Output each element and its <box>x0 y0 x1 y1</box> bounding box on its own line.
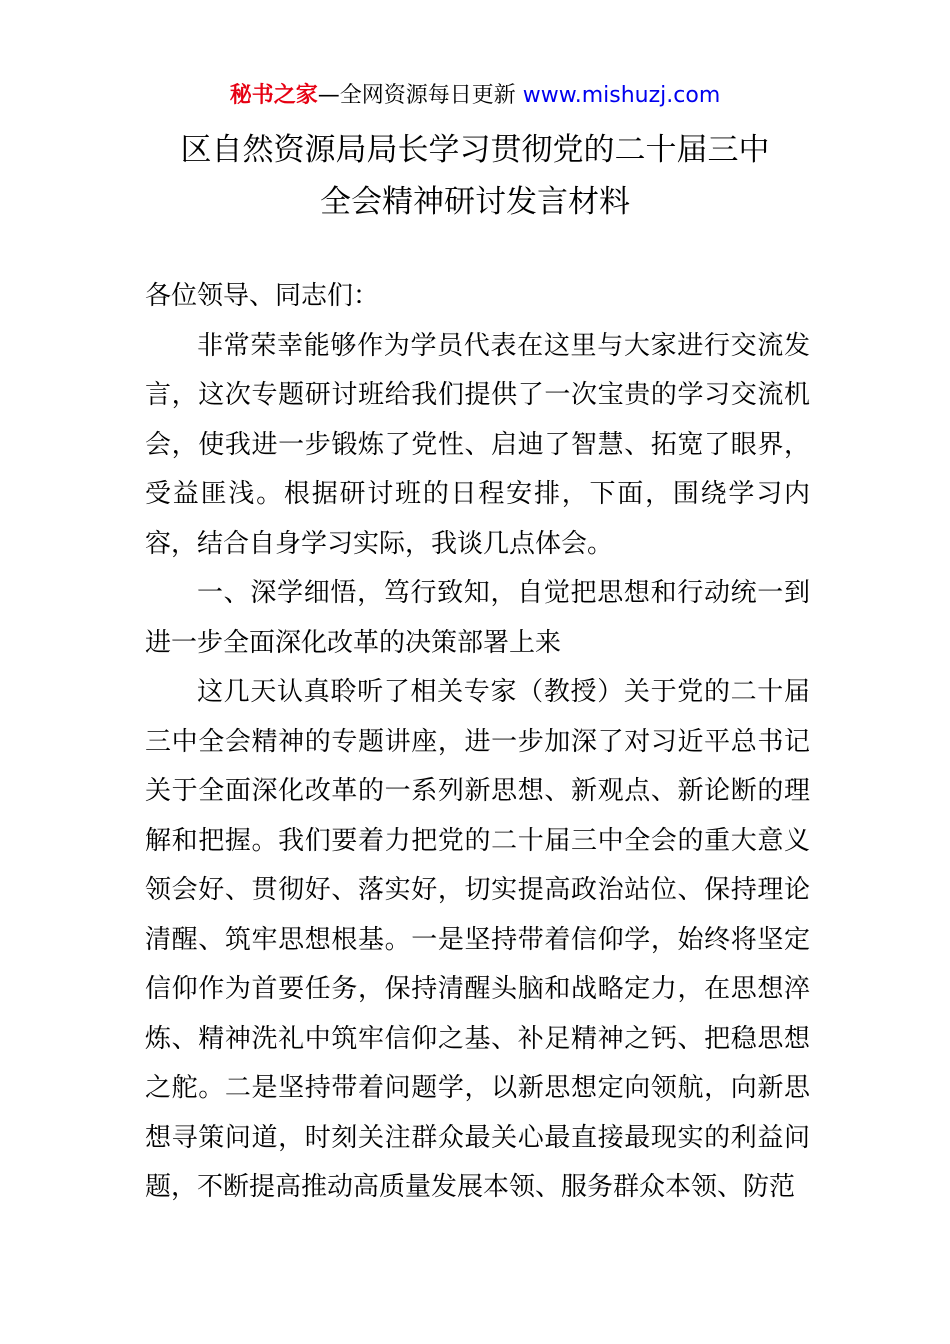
brand-name: 秘书之家 <box>229 83 318 108</box>
salutation: 各位领导、同志们： <box>145 281 380 311</box>
body-paragraph-section-1: 这几天认真聆听了相关专家（教授）关于党的二十届三中全会精神的专题讲座，进一步加深了对习近平总书记关于全面深化改革的一系列新思想、新观点、新论断的理解和把握。我们要着力把党的二十届三中全会的重大意义领会好、贯彻好、落实好，切实提高政治站位、保持理论清醒、筑牢思想根基。一是坚持带着信仰学，始终将坚定信仰作为首要任务，保持清醒头脑和战略定力，在思想淬炼、精神洗礼中筑牢信仰之基、补足精神之钙、把稳思想之舵。二是坚持带着问题学，以新思想定向领航，向新思想寻策问道，时刻关注群众最关心最直接最现实的利益问题，不断提高推动高质量发展本领、服务群众本领、防范 <box>145 677 810 1202</box>
body-paragraph-intro: 非常荣幸能够作为学员代表在这里与大家进行交流发言，这次专题研讨班给我们提供了一次宝贵的学习交流机会，使我进一步锻炼了党性、启迪了智慧、拓宽了眼界，受益匪浅。根据研讨班的日程安排，下面，围绕学习内容，结合自身学习实际，我谈几点体会。 <box>145 330 810 559</box>
site-url-link[interactable]: www.mishuzj.com <box>522 83 721 108</box>
document-body <box>145 272 810 1213</box>
section-heading-1: 一、深学细悟，笃行致知，自觉把思想和行动统一到进一步全面深化改革的决策部署上来 <box>145 578 810 658</box>
title-line-2: 全会精神研讨发言材料 <box>320 184 630 220</box>
title-line-1: 区自然资源局局长学习贯彻党的二十届三中 <box>180 132 770 168</box>
site-banner <box>0 80 950 112</box>
banner-slogan: —全网资源每日更新 <box>317 83 523 108</box>
document-title <box>0 124 950 228</box>
